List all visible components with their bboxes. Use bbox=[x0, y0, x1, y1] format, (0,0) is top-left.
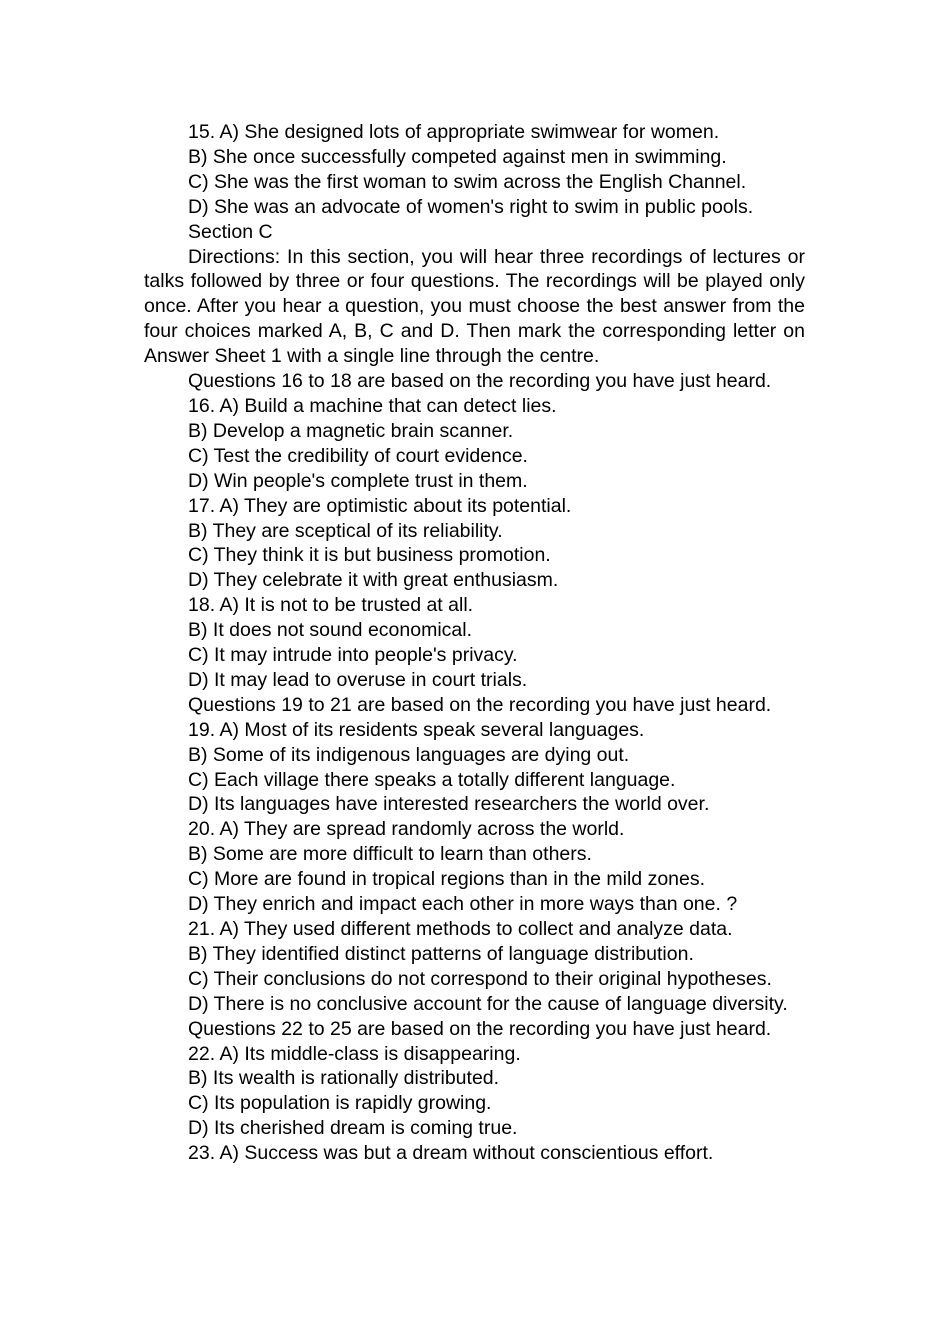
option-line: D) She was an advocate of women's right to swim in public pools. bbox=[188, 195, 754, 218]
option-line: D) It may lead to overuse in court trials. bbox=[188, 668, 528, 691]
option-line: B) She once successfully competed against men in swimming. bbox=[188, 145, 727, 168]
option-line: D) Its cherished dream is coming true. bbox=[188, 1117, 518, 1140]
option-line: B) Some are more difficult to learn than others. bbox=[188, 843, 592, 866]
option-line: B) Develop a magnetic brain scanner. bbox=[188, 419, 514, 442]
option-line: C) It may intrude into people's privacy. bbox=[188, 644, 518, 667]
option-line: B) It does not sound economical. bbox=[188, 619, 472, 642]
section-heading: Section C bbox=[188, 220, 273, 243]
option-line: 18. A) It is not to be trusted at all. bbox=[188, 594, 474, 617]
question-group-heading: Questions 19 to 21 are based on the recording you have just heard. bbox=[188, 693, 772, 716]
option-line: 19. A) Most of its residents speak several languages. bbox=[188, 718, 645, 741]
option-line: D) They enrich and impact each other in more ways than one. ? bbox=[188, 893, 738, 916]
option-line: 21. A) They used different methods to collect and analyze data. bbox=[188, 918, 733, 940]
option-line: C) They think it is but business promotion. bbox=[188, 544, 551, 567]
option-line: C) She was the first woman to swim across the English Channel. bbox=[188, 170, 747, 193]
option-line: 15. A) She designed lots of appropriate swimwear for women. bbox=[188, 121, 720, 143]
option-line: D) Its languages have interested researchers the world over. bbox=[188, 793, 710, 816]
document-page bbox=[144, 120, 805, 1166]
option-line: C) Each village there speaks a totally different language. bbox=[188, 768, 676, 791]
option-line-wrapped: D) There is no conclusive account for the cause of language diversity. bbox=[188, 992, 788, 1015]
option-line: B) Some of its indigenous languages are dying out. bbox=[188, 743, 630, 766]
question-group-heading: Questions 22 to 25 are based on the recording you have just heard. bbox=[188, 1017, 772, 1040]
option-line: C) More are found in tropical regions than in the mild zones. bbox=[188, 868, 706, 891]
option-line: B) They are sceptical of its reliability. bbox=[188, 519, 503, 542]
option-line: B) They identified distinct patterns of language distribution. bbox=[188, 942, 694, 965]
option-line: 22. A) Its middle-class is disappearing. bbox=[188, 1042, 521, 1065]
option-line: C) Their conclusions do not correspond to their original hypotheses. bbox=[188, 967, 772, 990]
option-line: 16. A) Build a machine that can detect lies. bbox=[188, 394, 557, 417]
option-line: D) They celebrate it with great enthusiasm. bbox=[188, 569, 559, 592]
option-line: C) Its population is rapidly growing. bbox=[188, 1092, 492, 1115]
option-line: 23. A) Success was but a dream without conscientious effort. bbox=[188, 1142, 714, 1165]
option-line: 20. A) They are spread randomly across the world. bbox=[188, 818, 625, 841]
option-line: D) Win people's complete trust in them. bbox=[188, 469, 528, 492]
option-line: 17. A) They are optimistic about its potential. bbox=[188, 494, 572, 517]
directions-paragraph: Directions: In this section, you will hear three recordings of lectures or talks followed by three or four questions. The recordings will be played only once. After you hear a question, you must choose the best answer from the four choices marked A, B, C and D. Then mark the corresponding letter on Answer Sheet 1 with a single line through the centre. bbox=[144, 245, 805, 368]
option-line: B) Its wealth is rationally distributed. bbox=[188, 1067, 500, 1090]
option-line: C) Test the credibility of court evidence. bbox=[188, 444, 528, 467]
question-group-heading: Questions 16 to 18 are based on the recording you have just heard. bbox=[188, 370, 772, 393]
